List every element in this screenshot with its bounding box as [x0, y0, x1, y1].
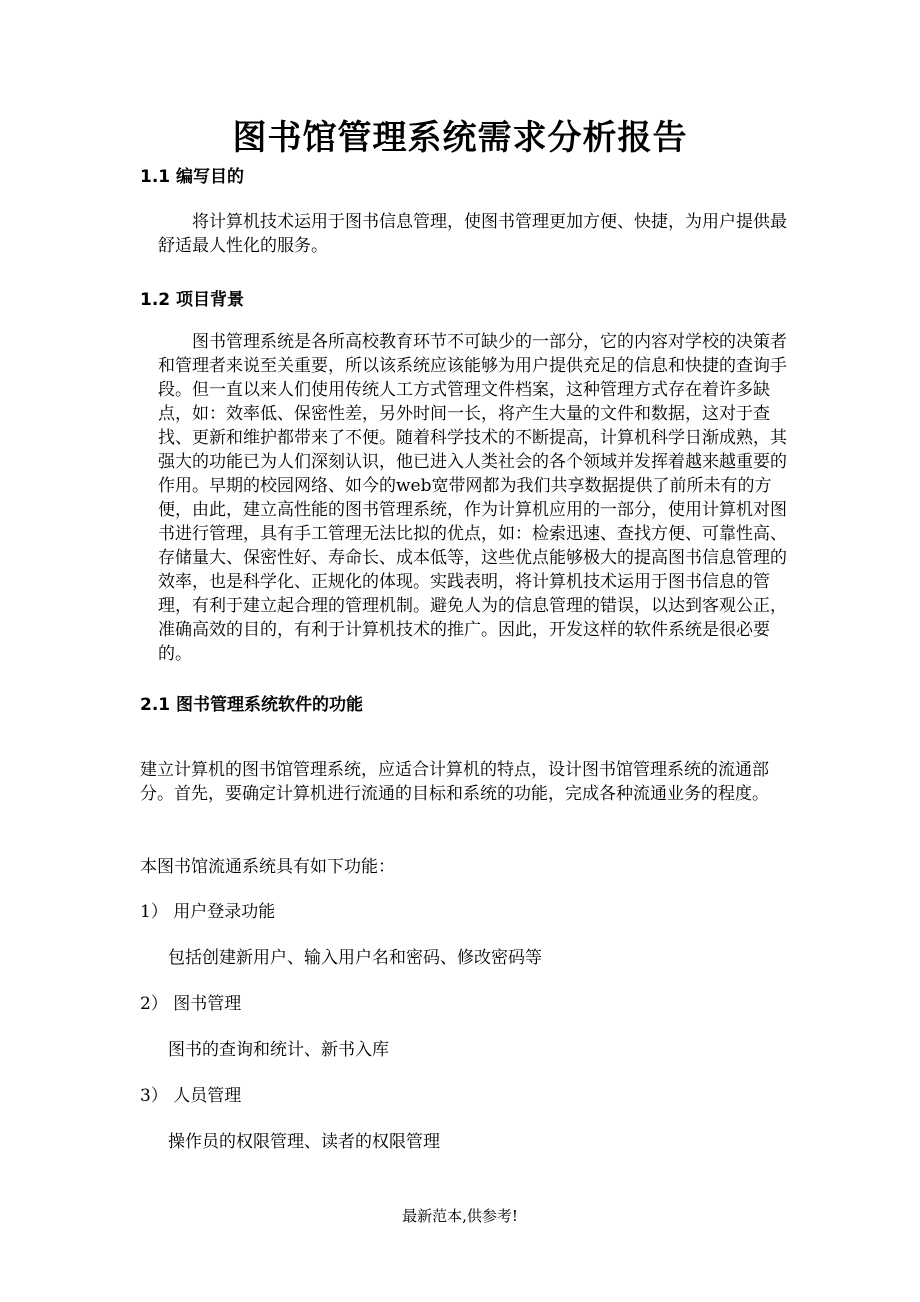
function-item-desc: 图书的查询和统计、新书入库: [168, 1040, 389, 1060]
section-body-background: 图书管理系统是各所高校教育环节不可缺少的一部分，它的内容对学校的决策者和管理者来说至关重要，所以该系统应该能够为用户提供充足的信息和快捷的查询手段。但一直以来人们使用传统人工方式管理文件档案，这种管理方式存在着许多缺点，如：效率低、保密性差，另外时间一长，将产生大量的文件和数据，这对于查找、更新和维护都带来了不便。随着科学技术的不断提高，计算机科学日渐成熟，其强大的功能已为人们深刻认识，他已进入人类社会的各个领域并发挥着越来越重要的作用。早期的校园网络、如今的web宽带网都为我们共享数据提供了前所未有的方便，由此，建立高性能的图书管理系统，作为计算机应用的一部分，使用计算机对图书进行管理，具有手工管理无法比拟的优点，如：检索迅速、查找方便、可靠性高、存储量大、保密性好、寿命长、成本低等，这些优点能够极大的提高图书信息管理的效率，也是科学化、正规化的体现。实践表明，将计算机技术运用于图书信息的管理，有利于建立起合理的管理机制。避免人为的信息管理的错误，以达到客观公正，准确高效的目的，有利于计算机技术的推广。因此，开发这样的软件系统是很必要的。: [158, 332, 787, 664]
document-title: 图书馆管理系统需求分析报告: [232, 118, 688, 158]
function-item-label: 2） 图书管理: [140, 994, 242, 1014]
function-item-desc: 包括创建新用户、输入用户名和密码、修改密码等: [168, 948, 542, 968]
section-heading-purpose: 1.1 编写目的: [140, 167, 245, 187]
function-item-label: 1） 用户登录功能: [140, 902, 276, 922]
functions-intro-paragraph: 建立计算机的图书馆管理系统，应适合计算机的特点，设计图书馆管理系统的流通部分。首先，要确定计算机进行流通的目标和系统的功能，完成各种流通业务的程度。: [140, 760, 769, 804]
function-item-label: 3） 人员管理: [140, 1086, 242, 1106]
functions-list-intro: 本图书馆流通系统具有如下功能：: [140, 857, 395, 877]
section-heading-background: 1.2 项目背景: [140, 290, 245, 310]
section-heading-functions: 2.1 图书管理系统软件的功能: [140, 695, 364, 715]
section-body-purpose: 将计算机技术运用于图书信息管理，使图书管理更加方便、快捷，为用户提供最舒适最人性化的服务。: [158, 212, 787, 256]
page-footer: 最新范本,供参考!: [402, 1207, 518, 1225]
function-item-desc: 操作员的权限管理、读者的权限管理: [168, 1132, 440, 1152]
